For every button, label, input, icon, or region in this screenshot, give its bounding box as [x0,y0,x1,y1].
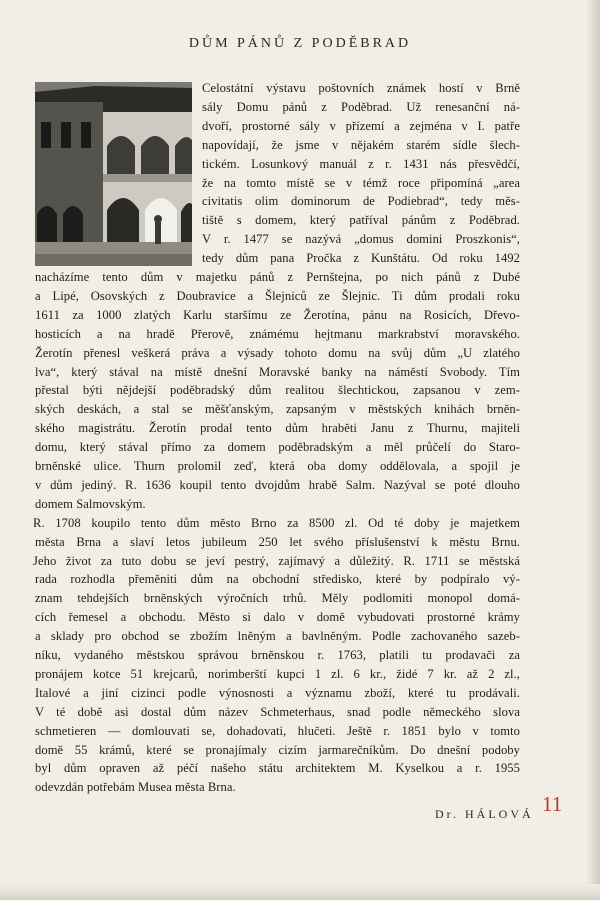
text-line: byl dům opraven až péčí našeho státu architektem M. Kyselkou a r. 1955 [35,761,520,776]
text-line: napovídají, že jsme v nějakém starém sídle šlech- [202,137,520,152]
text-line: níku, vydaného městskou správou brněnskou r. 1763, platili tu prodavači za [35,648,520,662]
text-line: V r. 1477 se nazývá „domus domini Proszkonis“, [202,232,520,247]
page-bottom-edge [0,884,600,900]
text-line: tickém. Losunkový manuál z r. 1431 nás přesvědčí, [202,156,520,171]
text-line: ských deskách, a stal se měšťanským, zapsaným v městských knihách brněn- [35,402,520,417]
text-line: Jeho život za tuto dobu se jeví pestrý, zajímavý a důležitý. R. 1711 se městská [33,553,520,568]
text-line: R. 1708 koupilo tento dům město Brno za 8500 zl. Od té doby je majetkem [33,515,520,530]
courtyard-photo-graphic [35,82,192,266]
text-line: domu, který stával přímo za domem poděbradským a měl průčelí do Staro- [35,440,520,455]
text-line: přestal býti nějdejší poděbradský dům realitou šlechtickou, zapsanou v zem- [35,383,520,398]
text-line: Celostátní výstavu poštovních známek hostí v Brně [202,81,520,95]
text-line: lva“, který stával na místě dnešní Moravské banky na náměstí Svobody. Tím [35,364,520,379]
text-line: dvoří, prostorné sály v přízemí a zejména v I. patře [202,118,520,133]
text-line: V té době asi dostal dům název Schmeterhaus, snad podle německého slova [35,704,520,719]
page-heading: DŮM PÁNŮ Z PODĚBRAD [188,36,412,51]
text-line: brněnské ulice. Thurn prolomil zeď, která oba domy oddělovala, a spojil je [35,459,520,473]
text-line: že na tomto místě se v témž roce připomíná „area [202,175,520,190]
text-line: domem Salmovským. [35,496,146,511]
text-line: tedy dům pana Pročka z Kunštátu. Od roku 1492 [202,251,520,266]
author-signature: Dr. HÁLOVÁ [435,807,534,821]
text-line: v dům jediný. R. 1636 koupil tento dvojdům hrabě Salm. Nazýval se poté dlouho [35,477,520,492]
text-line: schmetieren — domlouvati se, dohadovati, hlučeti. Ještě r. 1851 bylo v tomto [35,723,520,738]
page-number: 11 [542,792,563,816]
text-line: znam tehdejších brněnských výročních trhů. Měly podlomiti monopol domá- [35,591,520,606]
text-line: nacházíme tento dům v majetku pánů z Pernštejna, po nich pánů z Dubé [35,270,520,284]
text-line: sály Domu pánů z Poděbrad. Už renesanční ná- [202,99,520,114]
text-line: ského magistrátu. Žerotín prodal tento dům hraběti Janu z Thurnu, majiteli [35,421,520,436]
text-line: 1611 za 1000 zlatých Karlu staršímu ze Žerotína, pánu na Rosicích, Dřevo- [35,307,520,322]
text-line: pronájem kotce 51 krejcarů, norimberští kupci 1 zl. 6 kr., židé 7 kr. až 2 zl., [35,666,520,681]
text-line: hosticích a na hradě Přerově, známému hejtmanu markrabství moravského. [35,326,520,341]
text-line: Italové a jiní cizinci podle výnosnosti a významu zboží, které tu prodávali. [35,685,520,700]
text-line: domě 55 krámů, které se pronajímaly cizím jarmarečníkům. Do dnešní podoby [35,742,520,757]
text-line: města Brna a slaví letos jubileum 250 let svého příslušenství k městu Brnu. [35,534,520,549]
text-line: civitatis olim dominorum de Podiebrad“, tedy měs- [202,194,520,209]
courtyard-photo [35,82,192,266]
page-edge [586,0,600,900]
text-line: rada rozhodla přeměniti dům na obchodní středisko, které by podpíralo vý- [35,572,520,587]
text-line: Žerotín přenesl veškerá práva a výsady tohoto domu na svůj dům „U zlatého [35,345,520,360]
text-line: a Lipé, Osovských z Doubravice a Šlejniců ze Šlejnic. Ti dům prodali roku [35,288,520,303]
text-line: a sklady pro obchod se zbožím lněným a bavlněným. Podle zachovaného sazeb- [35,629,520,644]
text-line: tiště s domem, který patříval pánům z Poděbrad. [202,213,520,228]
text-line: odevzdán potřebám Musea města Brna. [35,780,236,795]
text-line: cích řemesel a obchodu. Město si dalo v domě vybudovati prostorné krámy [35,610,520,625]
